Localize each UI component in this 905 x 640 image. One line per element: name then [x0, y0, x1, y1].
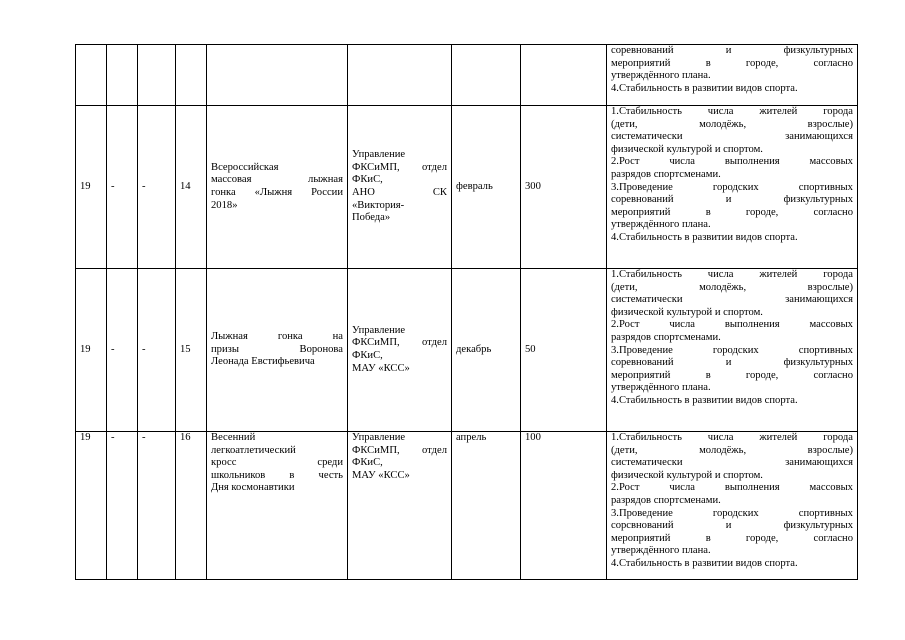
results-cell-line: 3.Проведение городских спортивных [611, 181, 853, 193]
results-cell [607, 106, 858, 269]
results-cell-line: 1.Стабильность числа жителей города [611, 432, 853, 443]
organizers-cell-line: Управление [352, 324, 406, 336]
participants-cell: 300 [521, 106, 607, 269]
results-cell-line: 4.Стабильность в развитии видов спорта. [611, 82, 798, 94]
subsection-2-cell: - [138, 106, 176, 269]
results-cell-line: физической культурой и спортом. [611, 306, 763, 318]
event-name-cell-line: гонка «Лыжня России [211, 187, 343, 198]
section-cell: 19 [76, 269, 107, 432]
results-cell-line: систематически занимающихся [611, 457, 853, 469]
event-name-cell-line: Лыжная гонка на [211, 331, 343, 343]
organizers-cell-line: Управление [352, 149, 406, 161]
results-cell-line: сорсвнований и физкультурных [611, 520, 853, 532]
results-cell-line: систематически занимающихся [611, 131, 853, 143]
results-cell-line: разрядов спортсменами. [611, 494, 721, 506]
results-cell-line: 3.Проведение городских спортивных [611, 344, 853, 356]
section-cell: 19 [76, 432, 107, 580]
event-name-cell-line: легкоатлетический [211, 444, 296, 456]
events-plan-table [75, 44, 858, 580]
results-cell-line: 2.Рост числа выполнения массовых [611, 482, 853, 494]
organizers-cell [348, 106, 452, 269]
organizers-cell-line: ФКСиМП, отдел [352, 161, 447, 173]
results-cell-line: (дети, молодёжь, взрослые) [611, 281, 853, 293]
organizers-cell [348, 45, 452, 106]
results-cell-line: мероприятий в городе, согласно [611, 532, 853, 544]
results-cell-line: систематически занимающихся [611, 294, 853, 306]
results-cell-line: соревнований и физкультурных [611, 357, 853, 369]
subsection-cell: - [107, 106, 138, 269]
results-cell-line: 1.Стабильность числа жителей города [611, 106, 853, 117]
number-cell: 14 [176, 106, 207, 269]
results-cell-line: утверждённого плана. [611, 219, 711, 231]
results-cell-line: утверждённого плана. [611, 382, 711, 394]
event-name-cell-line: Весенний [211, 432, 256, 443]
event-name-cell-line: 2018» [211, 199, 238, 211]
event-name-cell-line: Леонада Евстифьевича [211, 356, 315, 368]
results-cell-line: утверждённого плана. [611, 70, 711, 82]
number-cell: 16 [176, 432, 207, 580]
results-cell [607, 269, 858, 432]
event-name-cell-line: Дня космонавтики [211, 482, 295, 494]
organizers-cell-line: ФКиС, [352, 174, 383, 186]
results-cell-line: физической культурой и спортом. [611, 469, 763, 481]
table-body [76, 45, 858, 580]
table-row [76, 432, 858, 580]
organizers-cell-line: ФКиС, [352, 457, 383, 469]
results-cell-line: (дети, молодёжь, взрослые) [611, 118, 853, 130]
subsection-2-cell: - [138, 432, 176, 580]
results-cell [607, 45, 858, 106]
participants-cell: 100 [521, 432, 607, 580]
section-cell [76, 45, 107, 106]
month-cell [452, 45, 521, 106]
event-name-cell [207, 269, 348, 432]
results-cell-line: соревнований и физкультурных [611, 45, 853, 56]
event-name-cell-line: Всероссийская [211, 161, 279, 173]
results-cell-line: мероприятий в городе, согласно [611, 369, 853, 381]
results-cell-line: 4.Стабильность в развитии видов спорта. [611, 231, 798, 243]
results-cell-line: мероприятий в городе, согласно [611, 206, 853, 218]
organizers-cell-line: Управление [352, 432, 406, 443]
organizers-cell-line: ФКСиМП, отдел [352, 337, 447, 349]
results-cell-line: мероприятий в городе, согласно [611, 57, 853, 69]
results-cell-line: разрядов спортсменами. [611, 331, 721, 343]
event-name-cell-line: призы Воронова [211, 343, 343, 355]
results-cell-line: 4.Стабильность в развитии видов спорта. [611, 557, 798, 569]
results-cell-line: 2.Рост числа выполнения массовых [611, 156, 853, 168]
section-cell: 19 [76, 106, 107, 269]
participants-cell: 50 [521, 269, 607, 432]
organizers-cell-line: ФКСиМП, отдел [352, 444, 447, 456]
month-cell: февраль [452, 106, 521, 269]
organizers-cell-line: Победа» [352, 212, 391, 224]
subsection-cell [107, 45, 138, 106]
table-row [76, 106, 858, 269]
event-name-cell-line: кросс среди [211, 457, 343, 469]
table-row [76, 45, 858, 106]
subsection-cell: - [107, 432, 138, 580]
table-row [76, 269, 858, 432]
organizers-cell [348, 432, 452, 580]
event-name-cell [207, 432, 348, 580]
number-cell [176, 45, 207, 106]
results-cell-line: 4.Стабильность в развитии видов спорта. [611, 394, 798, 406]
results-cell-line: (дети, молодёжь, взрослые) [611, 444, 853, 456]
results-cell [607, 432, 858, 580]
results-cell-line: физической культурой и спортом. [611, 143, 763, 155]
organizers-cell-line: ФКиС, [352, 350, 383, 361]
results-cell-line: соревнований и физкультурных [611, 194, 853, 206]
organizers-cell-line: МАУ «КСС» [352, 362, 410, 374]
subsection-2-cell [138, 45, 176, 106]
event-name-cell-line: массовая лыжная [211, 174, 343, 186]
results-cell-line: 1.Стабильность числа жителей города [611, 269, 853, 280]
organizers-cell-line: «Виктория- [352, 199, 405, 211]
organizers-cell [348, 269, 452, 432]
event-name-cell [207, 106, 348, 269]
subsection-2-cell: - [138, 269, 176, 432]
month-cell: декабрь [452, 269, 521, 432]
results-cell-line: утверждённого плана. [611, 545, 711, 557]
results-cell-line: 2.Рост числа выполнения массовых [611, 319, 853, 331]
number-cell: 15 [176, 269, 207, 432]
participants-cell [521, 45, 607, 106]
organizers-cell-line: АНО СК [352, 187, 447, 198]
subsection-cell: - [107, 269, 138, 432]
event-name-cell [207, 45, 348, 106]
month-cell: апрель [452, 432, 521, 580]
event-name-cell-line: школьников в честь [211, 469, 343, 481]
results-cell-line: разрядов спортсменами. [611, 168, 721, 180]
results-cell-line: 3.Проведение городских спортивных [611, 507, 853, 519]
organizers-cell-line: МАУ «КСС» [352, 469, 410, 481]
